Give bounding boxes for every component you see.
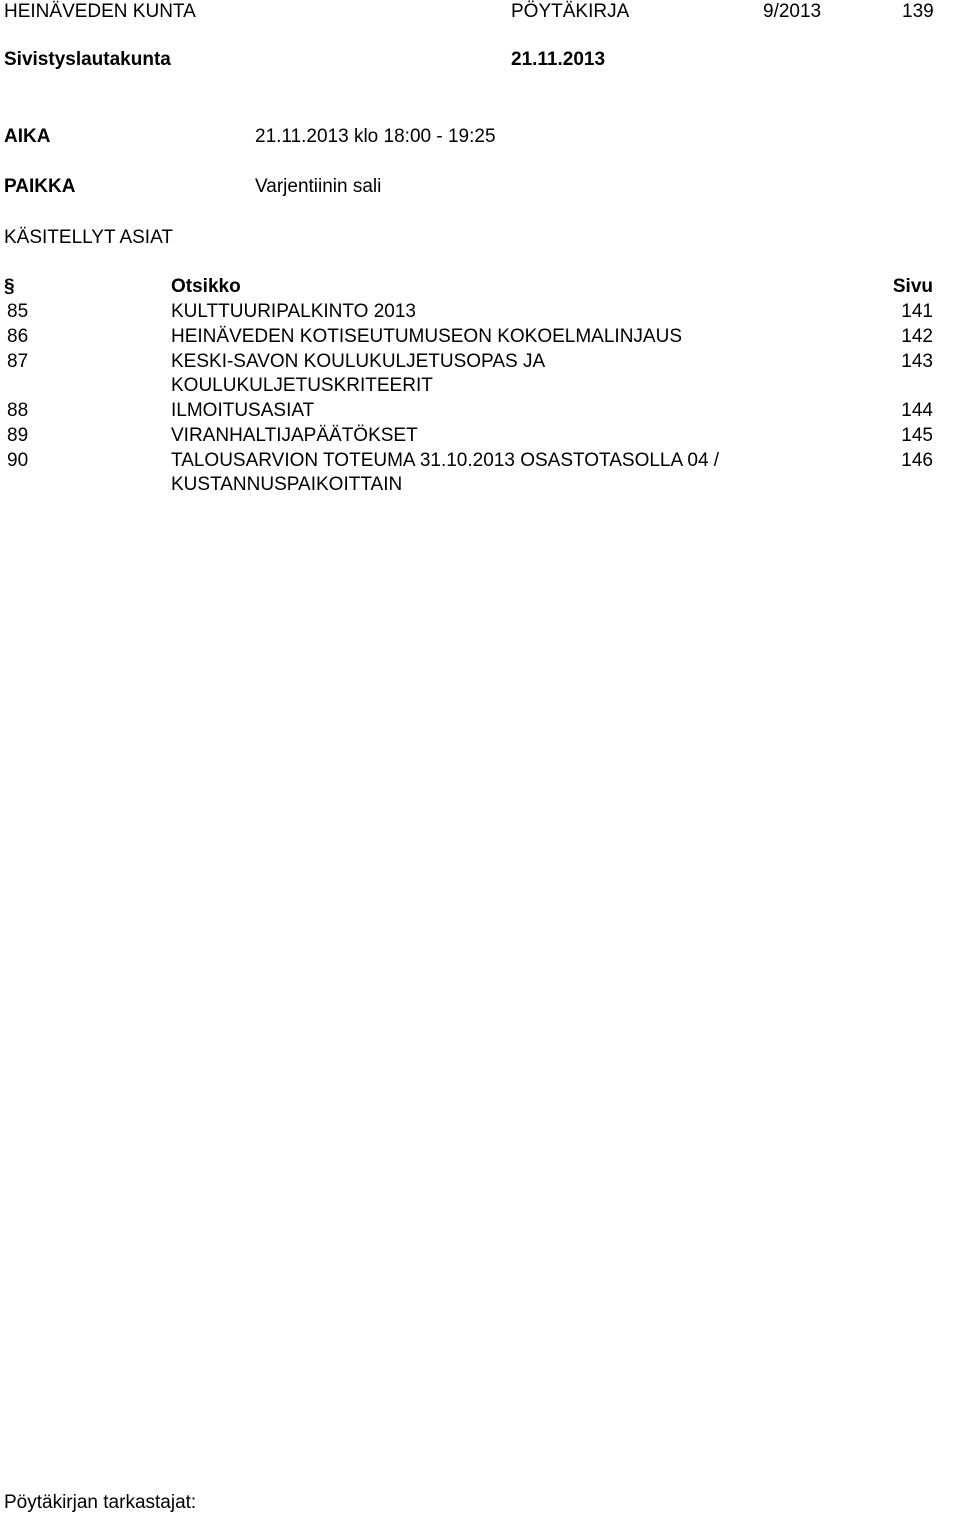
aika-label: AIKA bbox=[4, 126, 51, 147]
board-name: Sivistyslautakunta bbox=[4, 49, 171, 70]
toc-item-number: 87 bbox=[7, 351, 29, 372]
toc-item-page: 144 bbox=[901, 400, 933, 421]
toc-item-title[interactable]: TALOUSARVION TOTEUMA 31.10.2013 OSASTOTASOLLA 04 / KUSTANNUSPAIKOITTAIN bbox=[171, 450, 720, 495]
toc-item-page: 143 bbox=[901, 351, 933, 372]
toc-item-page: 145 bbox=[901, 425, 933, 446]
section-sign-icon: § bbox=[4, 276, 15, 297]
toc-item-page: 142 bbox=[901, 326, 933, 347]
municipality-name: HEINÄVEDEN KUNTA bbox=[4, 1, 196, 22]
toc-item-page: 146 bbox=[901, 450, 933, 471]
document-type: PÖYTÄKIRJA bbox=[511, 1, 630, 22]
aika-value: 21.11.2013 klo 18:00 - 19:25 bbox=[255, 126, 496, 147]
toc-item-page: 141 bbox=[901, 301, 933, 322]
toc-column-page: Sivu bbox=[892, 276, 933, 297]
toc-column-title: Otsikko bbox=[171, 276, 241, 297]
toc-item-number: 88 bbox=[7, 400, 29, 421]
toc-item-number: 85 bbox=[7, 301, 29, 322]
section-title: KÄSITELLYT ASIAT bbox=[4, 227, 173, 248]
toc-item-title[interactable]: ILMOITUSASIAT bbox=[171, 400, 315, 421]
toc-item-title[interactable]: HEINÄVEDEN KOTISEUTUMUSEON KOKOELMALINJAUS bbox=[171, 326, 682, 347]
toc-item-number: 86 bbox=[7, 326, 29, 347]
toc-item-number: 89 bbox=[7, 425, 29, 446]
board-date: 21.11.2013 bbox=[511, 49, 606, 70]
paikka-value: Varjentiinin sali bbox=[255, 176, 382, 197]
paikka-label: PAIKKA bbox=[4, 176, 76, 197]
toc-item-title[interactable]: KESKI-SAVON KOULUKULJETUSOPAS JA KOULUKULJETUSKRITEERIT bbox=[171, 351, 545, 396]
page-number: 139 bbox=[902, 1, 934, 22]
toc-item-title[interactable]: KULTTUURIPALKINTO 2013 bbox=[171, 301, 416, 322]
toc-item-number: 90 bbox=[7, 450, 29, 471]
toc-item-title[interactable]: VIRANHALTIJAPÄÄTÖKSET bbox=[171, 425, 418, 446]
footer-label: Pöytäkirjan tarkastajat: bbox=[4, 1492, 197, 1513]
meeting-number: 9/2013 bbox=[763, 1, 822, 22]
